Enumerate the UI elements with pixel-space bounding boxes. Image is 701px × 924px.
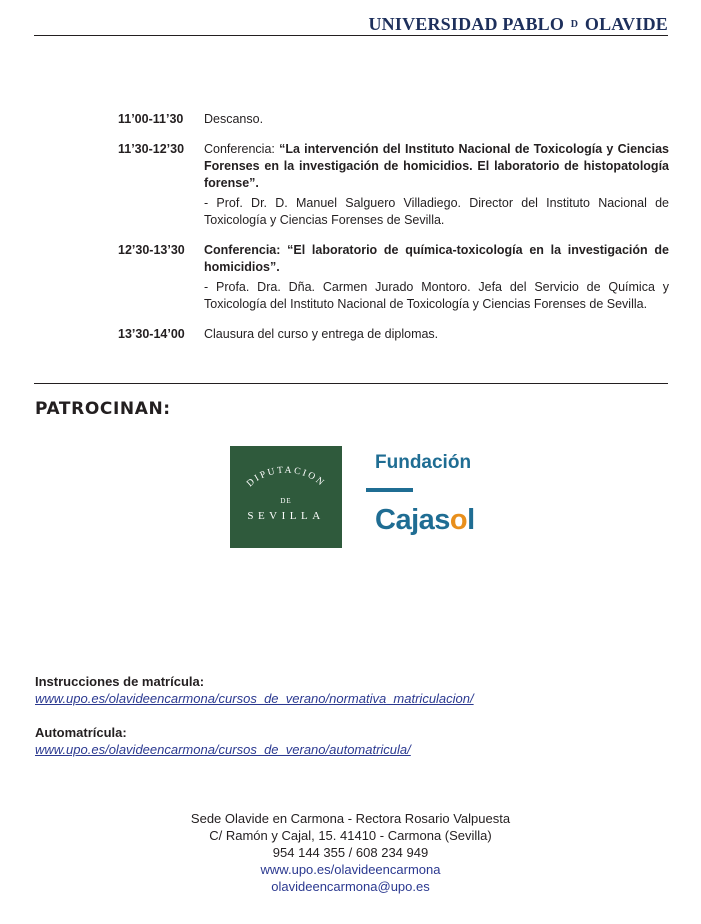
brand-name-part1: UNIVERSIDAD PABLO (368, 14, 565, 34)
footer-website[interactable]: www.upo.es/olavideencarmona (260, 862, 441, 877)
footer-email[interactable]: olavideencarmona@upo.es (271, 879, 430, 894)
diputacion-arc-text: DIPUTACION (245, 465, 327, 490)
auto-enrollment-link[interactable]: www.upo.es/olavideencarmona/cursos_de_verano/automatricula/ (35, 742, 411, 757)
schedule-title-bold: “La intervención del Instituto Nacional de Toxicología y Ciencias Forenses en la investigación de homicidios. El laboratorio de histopatología forense”. (204, 142, 669, 190)
cajasol-foundation-text: Fundación (375, 452, 472, 473)
schedule-body (204, 141, 669, 229)
svg-text:DIPUTACION (245, 466, 326, 490)
schedule-title (204, 111, 669, 128)
diputacion-city: SEVILLA (247, 510, 325, 522)
cajasol-bar (366, 488, 413, 492)
diputacion-sevilla-logo (230, 446, 342, 548)
schedule-list (118, 111, 669, 356)
diputacion-de: DE (280, 497, 292, 505)
schedule-time: 13’30-14’00 (118, 327, 185, 341)
auto-enrollment (35, 724, 411, 758)
schedule-time: 11’00-11’30 (118, 112, 184, 126)
schedule-body (204, 111, 669, 128)
schedule-row (118, 141, 669, 229)
instructions-label: Instrucciones de matrícula: (35, 674, 205, 689)
footer-address: C/ Ramón y Cajal, 15. 41410 - Carmona (Sevilla) (209, 828, 492, 843)
schedule-title-text: Clausura del curso y entrega de diplomas. (204, 327, 439, 341)
fundacion-cajasol-logo (366, 446, 486, 548)
section-divider (34, 383, 668, 384)
university-logo (368, 14, 668, 35)
footer (0, 810, 701, 895)
schedule-speaker: - Prof. Dr. D. Manuel Salguero Villadiego. Director del Instituto Nacional de Toxicología y Ciencias Forenses de Sevilla. (204, 196, 669, 227)
schedule-title-bold: Conferencia: “El laboratorio de química-toxicología en la investigación de homicidios”. (204, 243, 669, 274)
sponsors-title: PATROCINAN: (35, 399, 171, 419)
header-divider (34, 35, 668, 36)
brand-de: D (570, 19, 579, 30)
footer-phones: 954 144 355 / 608 234 949 (272, 845, 429, 860)
schedule-title-text: Descanso. (204, 112, 264, 126)
cajasol-name-o: o (449, 504, 468, 536)
instructions-link[interactable]: www.upo.es/olavideencarmona/cursos_de_verano/normativa_matriculacion/ (35, 691, 474, 706)
cajasol-name-part1: Cajas (375, 504, 450, 536)
schedule-speaker: - Profa. Dra. Dña. Carmen Jurado Montoro. Jefa del Servicio de Química y Toxicología del Instituto Nacional de Toxicología y Ciencias Forenses de Sevilla. (204, 280, 669, 311)
schedule-title (204, 141, 669, 192)
enrollment-instructions (35, 673, 474, 707)
cajasol-name (375, 504, 475, 537)
schedule-row (118, 326, 669, 343)
schedule-body (204, 242, 669, 313)
auto-enrollment-label: Automatrícula: (35, 725, 127, 740)
schedule-row (118, 111, 669, 128)
schedule-title (204, 326, 669, 343)
schedule-row (118, 242, 669, 313)
brand-name-part2: OLAVIDE (584, 14, 668, 34)
schedule-title (204, 242, 669, 276)
schedule-title-text: Conferencia: (204, 142, 280, 156)
schedule-time: 11’30-12’30 (118, 142, 185, 156)
schedule-body (204, 326, 669, 343)
schedule-time: 12’30-13’30 (118, 243, 185, 257)
cajasol-name-part2: l (467, 504, 475, 536)
footer-line1: Sede Olavide en Carmona - Rectora Rosario Valpuesta (190, 811, 511, 826)
